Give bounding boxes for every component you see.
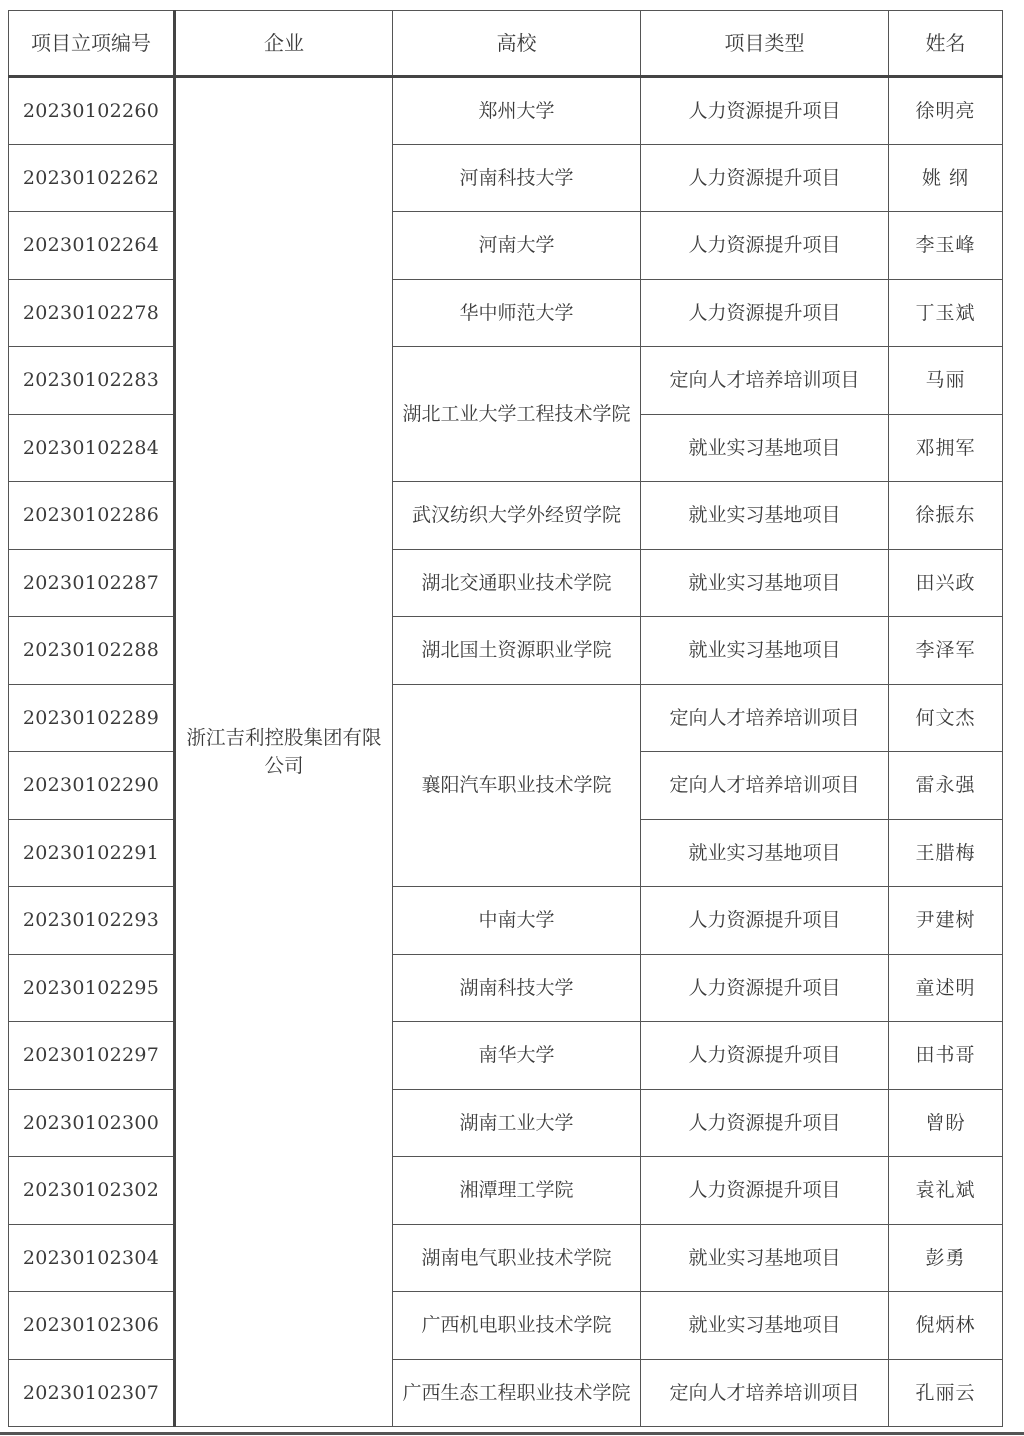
project-code-cell: 20230102297	[9, 1022, 175, 1090]
university-cell: 湖南工业大学	[393, 1089, 641, 1157]
project-type-cell: 人力资源提升项目	[641, 954, 889, 1022]
person-name-cell: 童述明	[889, 954, 1003, 1022]
university-cell: 湖北工业大学工程技术学院	[393, 347, 641, 482]
person-name-cell: 姚 纲	[889, 144, 1003, 212]
project-type-cell: 就业实习基地项目	[641, 1224, 889, 1292]
project-code-cell: 20230102278	[9, 279, 175, 347]
project-type-cell: 人力资源提升项目	[641, 1157, 889, 1225]
university-cell: 湖北国土资源职业学院	[393, 617, 641, 685]
table-row	[9, 1022, 1003, 1090]
person-name-cell: 邓拥军	[889, 414, 1003, 482]
person-name-cell: 王腊梅	[889, 819, 1003, 887]
university-cell: 华中师范大学	[393, 279, 641, 347]
university-cell: 湖南科技大学	[393, 954, 641, 1022]
table-row	[9, 617, 1003, 685]
person-name-cell: 田书哥	[889, 1022, 1003, 1090]
person-name-cell: 尹建树	[889, 887, 1003, 955]
project-code-cell: 20230102260	[9, 77, 175, 145]
university-cell: 河南大学	[393, 212, 641, 280]
table-row	[9, 1359, 1003, 1427]
table-row	[9, 347, 1003, 415]
table-row	[9, 1089, 1003, 1157]
table-row	[9, 212, 1003, 280]
project-type-cell: 定向人才培养培训项目	[641, 752, 889, 820]
person-name-cell: 倪炳林	[889, 1292, 1003, 1360]
university-cell: 中南大学	[393, 887, 641, 955]
project-type-cell: 定向人才培养培训项目	[641, 347, 889, 415]
project-code-cell: 20230102264	[9, 212, 175, 280]
person-name-cell: 雷永强	[889, 752, 1003, 820]
project-type-cell: 就业实习基地项目	[641, 819, 889, 887]
person-name-cell: 孔丽云	[889, 1359, 1003, 1427]
person-name-cell: 马丽	[889, 347, 1003, 415]
university-cell: 郑州大学	[393, 77, 641, 145]
person-name-cell: 袁礼斌	[889, 1157, 1003, 1225]
project-code-cell: 20230102288	[9, 617, 175, 685]
project-code-cell: 20230102262	[9, 144, 175, 212]
project-code-cell: 20230102291	[9, 819, 175, 887]
university-cell: 南华大学	[393, 1022, 641, 1090]
table-row	[9, 549, 1003, 617]
project-type-cell: 就业实习基地项目	[641, 414, 889, 482]
person-name-cell: 彭勇	[889, 1224, 1003, 1292]
person-name-cell: 徐明亮	[889, 77, 1003, 145]
project-type-cell: 就业实习基地项目	[641, 1292, 889, 1360]
project-code-cell: 20230102302	[9, 1157, 175, 1225]
header-type: 项目类型	[641, 11, 889, 77]
university-cell: 襄阳汽车职业技术学院	[393, 684, 641, 887]
university-cell: 湖南电气职业技术学院	[393, 1224, 641, 1292]
company-cell: 浙江吉利控股集团有限公司	[175, 77, 393, 1427]
project-type-cell: 人力资源提升项目	[641, 887, 889, 955]
university-cell: 河南科技大学	[393, 144, 641, 212]
person-name-cell: 何文杰	[889, 684, 1003, 752]
project-type-cell: 人力资源提升项目	[641, 279, 889, 347]
header-row	[9, 11, 1003, 77]
person-name-cell: 曾盼	[889, 1089, 1003, 1157]
project-code-cell: 20230102304	[9, 1224, 175, 1292]
bottom-divider	[0, 1432, 1024, 1435]
person-name-cell: 徐振东	[889, 482, 1003, 550]
project-code-cell: 20230102289	[9, 684, 175, 752]
project-type-cell: 人力资源提升项目	[641, 144, 889, 212]
table-row	[9, 684, 1003, 752]
table-row	[9, 954, 1003, 1022]
header-company: 企业	[175, 11, 393, 77]
person-name-cell: 丁玉斌	[889, 279, 1003, 347]
table-row	[9, 1157, 1003, 1225]
project-type-cell: 就业实习基地项目	[641, 549, 889, 617]
project-code-cell: 20230102300	[9, 1089, 175, 1157]
project-code-cell: 20230102307	[9, 1359, 175, 1427]
project-type-cell: 人力资源提升项目	[641, 77, 889, 145]
project-code-cell: 20230102284	[9, 414, 175, 482]
university-cell: 武汉纺织大学外经贸学院	[393, 482, 641, 550]
header-name: 姓名	[889, 11, 1003, 77]
project-code-cell: 20230102287	[9, 549, 175, 617]
table-row	[9, 1292, 1003, 1360]
table-row	[9, 279, 1003, 347]
project-type-cell: 人力资源提升项目	[641, 212, 889, 280]
header-code: 项目立项编号	[9, 11, 175, 77]
project-type-cell: 就业实习基地项目	[641, 617, 889, 685]
table-row	[9, 482, 1003, 550]
person-name-cell: 李泽军	[889, 617, 1003, 685]
table-row	[9, 144, 1003, 212]
project-code-cell: 20230102286	[9, 482, 175, 550]
table-row	[9, 1224, 1003, 1292]
university-cell: 广西机电职业技术学院	[393, 1292, 641, 1360]
project-type-cell: 定向人才培养培训项目	[641, 1359, 889, 1427]
university-cell: 湘潭理工学院	[393, 1157, 641, 1225]
project-code-cell: 20230102295	[9, 954, 175, 1022]
project-type-cell: 人力资源提升项目	[641, 1022, 889, 1090]
university-cell: 湖北交通职业技术学院	[393, 549, 641, 617]
university-cell: 广西生态工程职业技术学院	[393, 1359, 641, 1427]
project-code-cell: 20230102283	[9, 347, 175, 415]
project-type-cell: 定向人才培养培训项目	[641, 684, 889, 752]
project-type-cell: 就业实习基地项目	[641, 482, 889, 550]
person-name-cell: 李玉峰	[889, 212, 1003, 280]
project-code-cell: 20230102293	[9, 887, 175, 955]
table-row	[9, 77, 1003, 145]
table-body	[9, 77, 1003, 1427]
person-name-cell: 田兴政	[889, 549, 1003, 617]
project-code-cell: 20230102306	[9, 1292, 175, 1360]
project-table	[8, 10, 1003, 1427]
header-university: 高校	[393, 11, 641, 77]
project-type-cell: 人力资源提升项目	[641, 1089, 889, 1157]
table-row	[9, 887, 1003, 955]
project-code-cell: 20230102290	[9, 752, 175, 820]
